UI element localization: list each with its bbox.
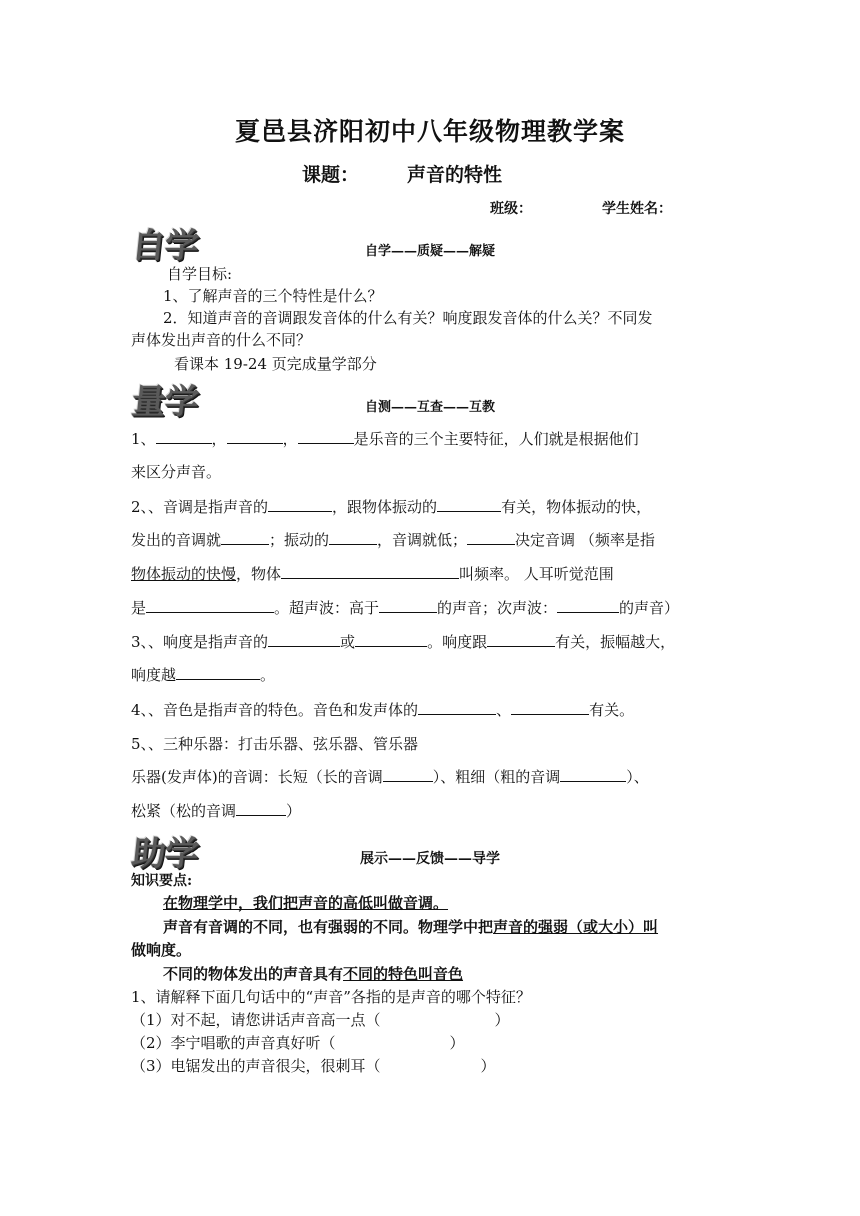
question-3-line-2: 响度越 。 (131, 666, 276, 684)
key-points-label: 知识要点: (131, 873, 193, 889)
question-5-line-2: 乐器(发声体)的音调：长短（长的音调 ）、粗细（粗的音调 ）、 (131, 768, 649, 786)
reading-instruction: 看课本 19-24 页完成量学部分 (174, 355, 377, 373)
section-logo-zhuxue: 助学 (129, 834, 200, 874)
section-subhead-3: 展示——反馈——导学 (360, 851, 500, 867)
question-4: 4、、音色是指声音的特色。音色和发声体的 、 有关。 (131, 701, 635, 719)
exercise-item-3: （3）电锯发出的声音很尖，很刺耳（ ） (131, 1057, 496, 1075)
subject-label: 课题： (302, 164, 360, 186)
question-5-line-1: 5、、三种乐器：打击乐器、弦乐器、管乐器 (131, 735, 419, 753)
section-logo-liangxue: 量学 (129, 382, 200, 422)
student-info-line (490, 198, 672, 218)
question-2-line-3: 物体振动的快慢，物体 叫频率。 人耳听觉范围 (131, 565, 614, 583)
key-point-1: 在物理学中，我们把声音的高低叫做音调。 (163, 894, 449, 912)
question-3-line-1: 3、、响度是指声音的 或 。响度跟 有关，振幅越大， (131, 633, 676, 651)
question-1-line-1: 1、 ， ， 是乐音的三个主要特征，人们就是根据他们 (131, 430, 639, 448)
question-1-line-2: 来区分声音。 (131, 463, 222, 481)
section-subhead-1: 自学——质疑——解疑 (364, 244, 495, 259)
goal-2-line-1: 2．知道声音的音调跟发音体的什么有关？响度跟发音体的什么关？不同发 (163, 309, 653, 327)
exercise-item-2: （2）李宁唱歌的声音真好听（ ） (131, 1034, 465, 1052)
question-2-line-2: 发出的音调就 ；振动的 ，音调就低； 决定音调 （频率是指 (131, 531, 655, 549)
key-point-3: 不同的物体发出的声音具有不同的特色叫音色 (163, 965, 464, 983)
question-2-line-1: 2、、音调是指声音的 ，跟物体振动的 有关，物体振动的快， (131, 498, 652, 516)
lesson-subject (302, 160, 502, 187)
name-label: 学生姓名： (602, 201, 672, 217)
key-point-2-line-2: 做响度。 (131, 941, 192, 959)
exercise-question: 1、请解释下面几句话中的“声音”各指的是声音的哪个特征？ (131, 988, 531, 1006)
section-subhead-2: 自测——互查——互教 (364, 400, 495, 415)
exercise-item-1: （1）对不起，请您讲话声音高一点（ ） (131, 1011, 510, 1029)
class-label: 班级： (490, 201, 532, 217)
page-title: 夏邑县济阳初中八年级物理教学案 (234, 117, 625, 146)
question-5-line-3: 松紧（松的音调 ） (131, 802, 302, 820)
goal-2-line-2: 声体发出声音的什么不同？ (131, 331, 312, 349)
section-logo-zixue: 自学 (129, 226, 200, 266)
goals-label: 自学目标: (167, 265, 233, 283)
key-point-2-line-1: 声音有音调的不同，也有强弱的不同。物理学中把声音的强弱（或大小）叫 (163, 918, 659, 936)
question-2-line-4: 是 。超声波：高于 的声音；次声波： 的声音） (131, 599, 680, 617)
subject-value: 声音的特性 (407, 164, 503, 186)
goal-1: 1、了解声音的三个特性是什么？ (163, 287, 383, 305)
